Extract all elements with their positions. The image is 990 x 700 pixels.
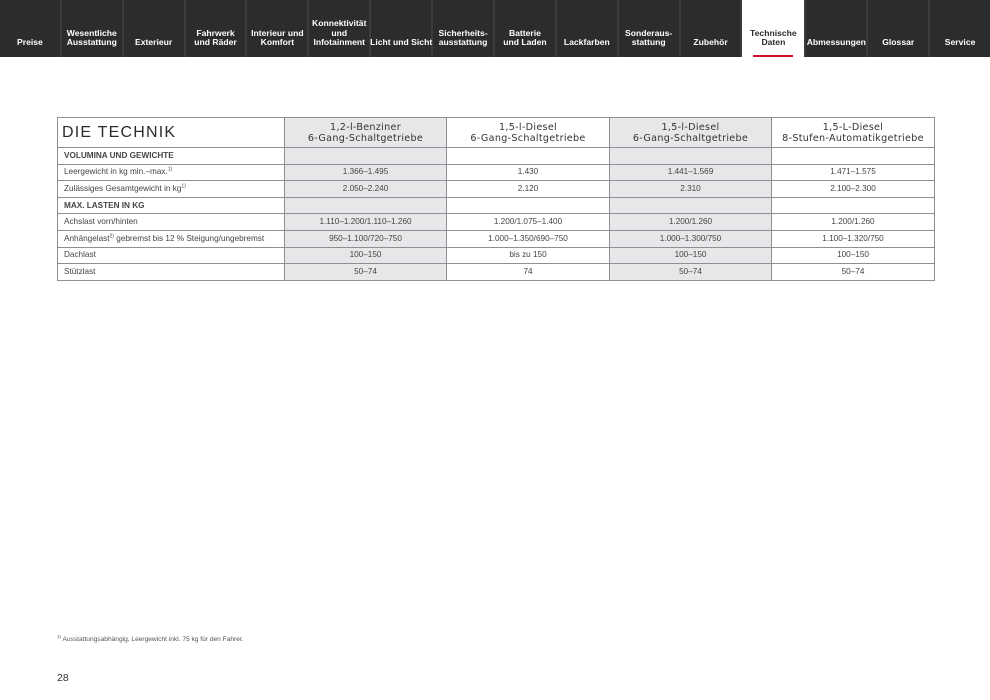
table-cell: [772, 197, 935, 214]
tab-label: Technische: [750, 27, 797, 38]
table-cell: bis zu 150: [447, 247, 610, 264]
table-cell: 100–150: [610, 247, 772, 264]
row-label: Stützlast: [58, 264, 285, 281]
table-cell: 1.200/1.260: [610, 214, 772, 231]
transmission-name: 8-Stufen-Automatikgetriebe: [782, 132, 924, 144]
section-row: [58, 148, 935, 165]
tab-sonderausstattung[interactable]: [619, 0, 679, 57]
table-cell: 2.100–2.300: [772, 181, 935, 198]
tab-label: Lackfarben: [563, 37, 610, 48]
engine-column-header: [610, 118, 772, 148]
tab-service[interactable]: [930, 0, 990, 57]
technical-data-table: [57, 117, 935, 281]
table-cell: [447, 148, 610, 165]
section-heading: MAX. LASTEN IN KG: [58, 197, 285, 214]
row-label-text: Anhängelast: [64, 233, 110, 243]
tab-label: Glossar: [882, 37, 915, 48]
tab-label: und Räder: [194, 37, 237, 48]
table-cell: [285, 148, 447, 165]
table-cell: 1.000–1.350/690–750: [447, 230, 610, 247]
tab-interieur-und-komfort[interactable]: [247, 0, 307, 57]
tab-label: Preise: [17, 37, 43, 48]
tab-glossar[interactable]: [868, 0, 928, 57]
tab-label: Exterieur: [135, 37, 173, 48]
table-cell: 100–150: [285, 247, 447, 264]
table-cell: 74: [447, 264, 610, 281]
tab-label: Sicherheits-: [438, 27, 488, 38]
engine-column-header: [772, 118, 935, 148]
transmission-name: 6-Gang-Schaltgetriebe: [307, 132, 424, 144]
row-label: Dachlast: [58, 247, 285, 264]
tab-label: und Laden: [503, 37, 547, 48]
table-cell: 2.050–2.240: [285, 181, 447, 198]
engine-name: 1,5-L-Diesel: [822, 121, 884, 133]
tab-label: stattung: [631, 37, 666, 48]
table-cell: 1.200/1.075–1.400: [447, 214, 610, 231]
table-row: [58, 230, 935, 247]
table-cell: 1.366–1.495: [285, 164, 447, 181]
table-cell: 1.441–1.569: [610, 164, 772, 181]
table-cell: 1.430: [447, 164, 610, 181]
table-cell: 1.110–1.200/1.110–1.260: [285, 214, 447, 231]
tab-label: Daten: [761, 37, 786, 48]
tab-label: Konnektivität: [312, 18, 367, 29]
table-row: [58, 214, 935, 231]
table-cell: [610, 197, 772, 214]
tab-fahrwerk-und-raeder[interactable]: [186, 0, 246, 57]
row-label-suffix: gebremst bis 12 % Steigung/ungebremst: [113, 233, 265, 243]
footnote-marker: 2): [109, 233, 114, 240]
footnote-marker: 1): [57, 633, 62, 639]
tab-technische-daten[interactable]: [742, 0, 804, 57]
tab-label: Wesentliche: [66, 27, 117, 38]
top-navigation: [0, 0, 990, 57]
table-cell: 2.120: [447, 181, 610, 198]
tab-sicherheitsausstattung[interactable]: [433, 0, 493, 57]
tab-label: Sonderaus-: [625, 27, 673, 38]
tab-label: Ausstattung: [66, 37, 117, 48]
section-row: [58, 197, 935, 214]
table-cell: [610, 148, 772, 165]
tab-batterie-und-laden[interactable]: [495, 0, 555, 57]
tab-label: Service: [944, 37, 976, 48]
tab-exterieur[interactable]: [124, 0, 184, 57]
tab-licht-und-sicht[interactable]: [371, 0, 431, 57]
row-label: Achslast vorn/hinten: [58, 214, 285, 231]
row-label: [58, 164, 285, 181]
row-label-text: Leergewicht in kg min.–max.: [64, 167, 168, 177]
table-cell: 950–1.100/720–750: [285, 230, 447, 247]
table-row: [58, 247, 935, 264]
table-title: DIE TECHNIK: [58, 118, 285, 148]
table-cell: 100–150: [772, 247, 935, 264]
tab-label: Fahrwerk: [196, 27, 235, 38]
tab-abmessungen[interactable]: [806, 0, 866, 57]
engine-name: 1,5-l-Diesel: [661, 121, 720, 133]
table-cell: 1.100–1.320/750: [772, 230, 935, 247]
transmission-name: 6-Gang-Schaltgetriebe: [632, 132, 749, 144]
table-cell: 1.000–1.300/750: [610, 230, 772, 247]
footnote-marker: 1): [181, 183, 186, 190]
tab-preise[interactable]: [0, 0, 60, 57]
table-cell: 1.200/1.260: [772, 214, 935, 231]
table-cell: 2.310: [610, 181, 772, 198]
table-cell: [447, 197, 610, 214]
tab-label: und: [331, 27, 348, 38]
engine-name: 1,2-l-Benziner: [330, 121, 401, 133]
tab-lackfarben[interactable]: [557, 0, 617, 57]
tab-label: ausstattung: [438, 37, 488, 48]
table-row: [58, 264, 935, 281]
table-cell: 50–74: [610, 264, 772, 281]
table-cell: [285, 197, 447, 214]
tab-label: Komfort: [260, 37, 295, 48]
row-label: [58, 181, 285, 198]
table-row: [58, 164, 935, 181]
tab-label: Abmessungen: [806, 37, 866, 48]
table-cell: 1.471–1.575: [772, 164, 935, 181]
tab-label: Infotainment: [313, 37, 365, 48]
table-cell: 50–74: [772, 264, 935, 281]
tab-label: Batterie: [508, 27, 541, 38]
tab-konnektivitaet-und-infotainment[interactable]: [309, 0, 369, 57]
engine-column-header: [447, 118, 610, 148]
section-heading: VOLUMINA UND GEWICHTE: [58, 148, 285, 165]
tab-zubehoer[interactable]: [681, 0, 741, 57]
footnote-marker: 1): [167, 166, 173, 173]
footnote-text: Ausstattungsabhängig, Leergewicht inkl. 75 kg für den Fahrer.: [61, 636, 244, 643]
page-number: 28: [57, 672, 69, 684]
table-header-row: [58, 118, 935, 148]
tab-label: Interieur und: [251, 27, 304, 38]
transmission-name: 6-Gang-Schaltgetriebe: [470, 132, 586, 144]
engine-column-header: [285, 118, 447, 148]
table-cell: [772, 148, 935, 165]
table-cell: 50–74: [285, 264, 447, 281]
engine-name: 1,5-l-Diesel: [499, 121, 557, 133]
tab-wesentliche-ausstattung[interactable]: [62, 0, 122, 57]
row-label: [58, 230, 285, 247]
tab-label: Licht und Sicht: [370, 37, 433, 48]
row-label-text: Zulässiges Gesamtgewicht in kg: [64, 183, 182, 193]
table-row: [58, 181, 935, 198]
footnote: [57, 633, 244, 643]
tab-label: Zubehör: [693, 37, 728, 48]
